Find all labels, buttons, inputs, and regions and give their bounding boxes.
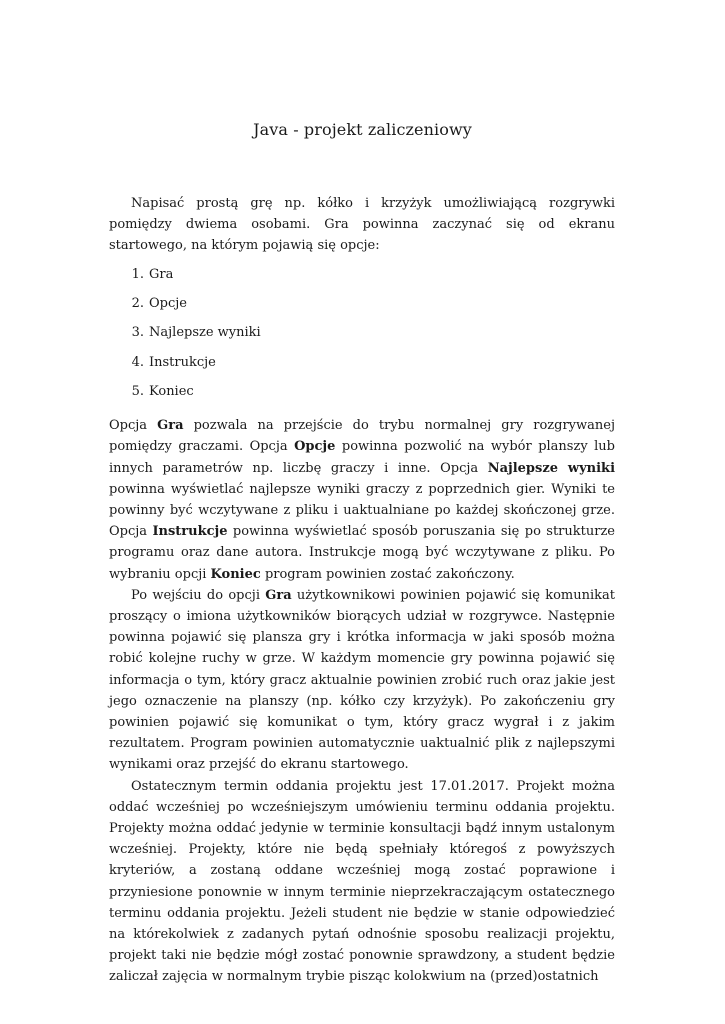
text-run: program powinien zostać zakończony. bbox=[260, 566, 515, 582]
list-item bbox=[109, 322, 615, 351]
deadline-paragraph: Ostatecznym termin oddania projektu jest 17.01.2017. Projekt można oddać wcześniej po wcześniejszym umówieniu terminu oddania projektu. Projekty można oddać jedynie w terminie konsultacji bądź innym ustalonym wcześniej. Projekty, które nie będą spełniały któregoś z powyższych kryteriów, a zostaną oddane wcześniej mogą zostać poprawione i przyniesione ponownie w innym terminie nieprzekraczającym ostatecznego terminu oddania projektu. Jeżeli student nie będzie w stanie odpowiedzieć na którekolwiek z zadanych pytań odnośnie sposobu realizacji projektu, projekt taki nie będzie mógł zostać ponownie sprawdzony, a student będzie zaliczał zajęcia w normalnym trybie pisząc kolokwium na (przed)ostatnich bbox=[109, 778, 615, 985]
list-item-label: Koniec bbox=[149, 383, 194, 399]
text-run: Po wejściu do opcji bbox=[131, 587, 266, 603]
intro-paragraph: Napisać prostą grę np. kółko i krzyżyk umożliwiającą rozgrywki pomiędzy dwiema osobami. Gra powinna zaczynać się od ekranu startowego, na którym pojawią się opcje: bbox=[109, 196, 615, 254]
list-item-number: 3. bbox=[131, 325, 144, 341]
text-run: Opcja bbox=[109, 418, 158, 434]
bold-option-name: Koniec bbox=[210, 566, 261, 582]
list-item-label: Opcje bbox=[149, 295, 187, 311]
options-description-paragraph bbox=[109, 415, 615, 585]
list-item bbox=[109, 293, 615, 322]
text-run: powinna wyświetlać najlepsze wyniki graczy z poprzednich gier. Wyniki te powinny być wczytywane z pliku i uaktualniane po każdej skończonej grze. Opcja bbox=[109, 481, 615, 540]
bold-option-name: Gra bbox=[157, 418, 184, 434]
list-item bbox=[109, 381, 615, 410]
document-body bbox=[109, 193, 615, 988]
bold-option-name: Opcje bbox=[294, 439, 336, 455]
list-item-label: Najlepsze wyniki bbox=[149, 325, 261, 341]
bold-option-name: Instrukcje bbox=[152, 524, 228, 540]
list-item-label: Gra bbox=[149, 266, 174, 282]
bold-option-name: Gra bbox=[265, 587, 292, 603]
document-title: Java - projekt zaliczeniowy bbox=[253, 120, 472, 139]
options-list bbox=[109, 264, 615, 410]
list-item-number: 5. bbox=[131, 383, 144, 399]
list-item-number: 4. bbox=[131, 354, 144, 370]
list-item bbox=[109, 264, 615, 293]
game-flow-paragraph bbox=[109, 585, 615, 776]
text-run: użytkownikowi powinien pojawić się komunikat proszący o imiona użytkowników biorących udział w rozgrywce. Następnie powinna pojawić się plansza gry i krótka informacja w jaki sposób można robić kolejne ruchy w grze. W każdym momencie gry powinna pojawić się informacja o tym, który gracz aktualnie powinien zrobić ruch oraz jakie jest jego oznaczenie na planszy (np. kółko czy krzyżyk). Po zakończeniu gry powinien pojawić się komunikat o tym, który gracz wygrał i z jakim rezultatem. Program powinien automatycznie uaktualnić plik z najlepszymi wynikami oraz przejść do ekranu startowego. bbox=[109, 587, 615, 773]
list-item-label: Instrukcje bbox=[149, 354, 216, 370]
text-run: pozwala na przejście do trybu normalnej gry rozgrywanej pomiędzy graczami. Opcja bbox=[109, 418, 616, 455]
list-item bbox=[109, 352, 615, 381]
text-run: powinna pozwolić na wybór planszy lub innych parametrów np. liczbę graczy i inne. Opcja bbox=[109, 439, 615, 476]
list-item-number: 1. bbox=[131, 266, 144, 282]
bold-option-name: Najlepsze wyniki bbox=[487, 460, 616, 476]
list-item-number: 2. bbox=[131, 295, 144, 311]
text-run: powinna wyświetlać sposób poruszania się po strukturze programu oraz dane autora. Instrukcje mogą być wczytywane z pliku. Po wybraniu opcji bbox=[109, 524, 615, 582]
